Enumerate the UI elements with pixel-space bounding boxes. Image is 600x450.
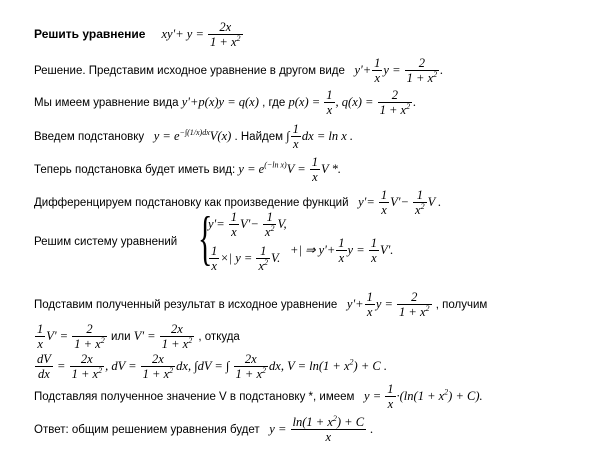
step-text: Решение. Представим исходное уравнение в другом виде	[34, 64, 345, 77]
step-formula: y = $\frac{1}{x}$ $\cdot(\ln(1 + x^2) + C)$.	[364, 382, 483, 412]
solution-step-substitution	[34, 122, 353, 152]
step-formula-2: ∫ $\frac{1}{x}$ dx = ln x .	[286, 122, 354, 152]
solution-step-form	[34, 88, 416, 118]
problem-label: Решить уравнение	[34, 26, 146, 41]
step-formula: $\frac{dV}{dx}$ = $\frac{2x}{1 + x^2}$ , dV = $\frac{2x}{1 + x^2}$ dx, ∫dV = ∫ $\frac{2x}{1 + x^2}$ dx, $V = \ln(1 + x^2) + C$ .	[37, 352, 387, 382]
step-text: Подставим полученный результат в исходное уравнение	[34, 298, 338, 311]
problem-equation: xy'+ y = $\frac{2x}{1 + x^2}$	[161, 20, 241, 50]
step-text: Подставляя полученное значение V в подстановку *, имеем	[34, 390, 355, 403]
step-text: Мы имеем уравнение вида	[34, 96, 179, 109]
system-brace: {	[198, 205, 213, 271]
solution-step-derivative-v	[34, 322, 240, 352]
step-formula: y'+ $\frac{1}{x}$ y = $\frac{2}{1 + x^2}$ .	[354, 56, 444, 86]
step-formula-2: V' = $\frac{2x}{1 + x^2}$	[133, 322, 193, 352]
solution-step-substitute	[34, 290, 487, 320]
system-equation-2: $\frac{1}{x}$ ×| y = $\frac{1}{x^2}$ V.	[211, 244, 281, 274]
step-text: или	[110, 330, 131, 343]
solution-answer	[34, 415, 373, 445]
step-text: Введем подстановку	[34, 130, 145, 143]
problem-statement	[34, 20, 244, 50]
step-formula: $y = e^{(-ln x)}V$ = $\frac{1}{x}$ V *.	[238, 155, 341, 185]
answer-formula: y = $\frac{\ln(1 + x^2) + C}{x}$ .	[269, 413, 374, 445]
system-result: +| ⇒ y'+ $\frac{1}{x}$ y = $\frac{1}{x}$ V'.	[290, 236, 394, 266]
solution-step-back-substitute	[34, 382, 483, 412]
answer-text: Ответ: общим решением уравнения будет	[34, 423, 260, 436]
step-text: Дифференцируем подстановку как произведение функций	[34, 196, 349, 209]
solution-step-rewrite	[34, 56, 443, 86]
step-text: Решим систему уравнений	[34, 236, 178, 248]
step-formula: y'+p(x)y = q(x)	[181, 94, 259, 109]
solution-step-system-label	[34, 237, 177, 249]
system-equation-1: y'= $\frac{1}{x}$ V'− $\frac{1}{x^2}$ V,	[208, 210, 287, 240]
solution-step-integrate	[34, 352, 387, 382]
step-formula: $\frac{1}{x}$ V' = $\frac{2}{1 + x^2}$	[37, 322, 105, 352]
solution-step-substitution-form	[34, 155, 341, 185]
step-formula: $y = e^{-\int(1/x)dx}V(x)$	[153, 127, 232, 143]
step-formula-2: p(x) = $\frac{1}{x}$ , q(x) = $\frac{2}{1 + x^2}$ .	[288, 88, 417, 118]
step-text-2: , получим	[435, 298, 488, 311]
step-formula: y'= $\frac{1}{x}$ V'− $\frac{1}{x^2}$ V .	[358, 188, 442, 218]
step-text: Теперь подстановка будет иметь вид:	[34, 163, 236, 176]
step-text-2: . Найдем	[234, 130, 284, 143]
step-text-2: , где	[262, 96, 286, 109]
step-text-2: , откуда	[198, 330, 240, 343]
step-formula: y'+ $\frac{1}{x}$ y = $\frac{2}{1 + x^2}$	[346, 290, 430, 320]
